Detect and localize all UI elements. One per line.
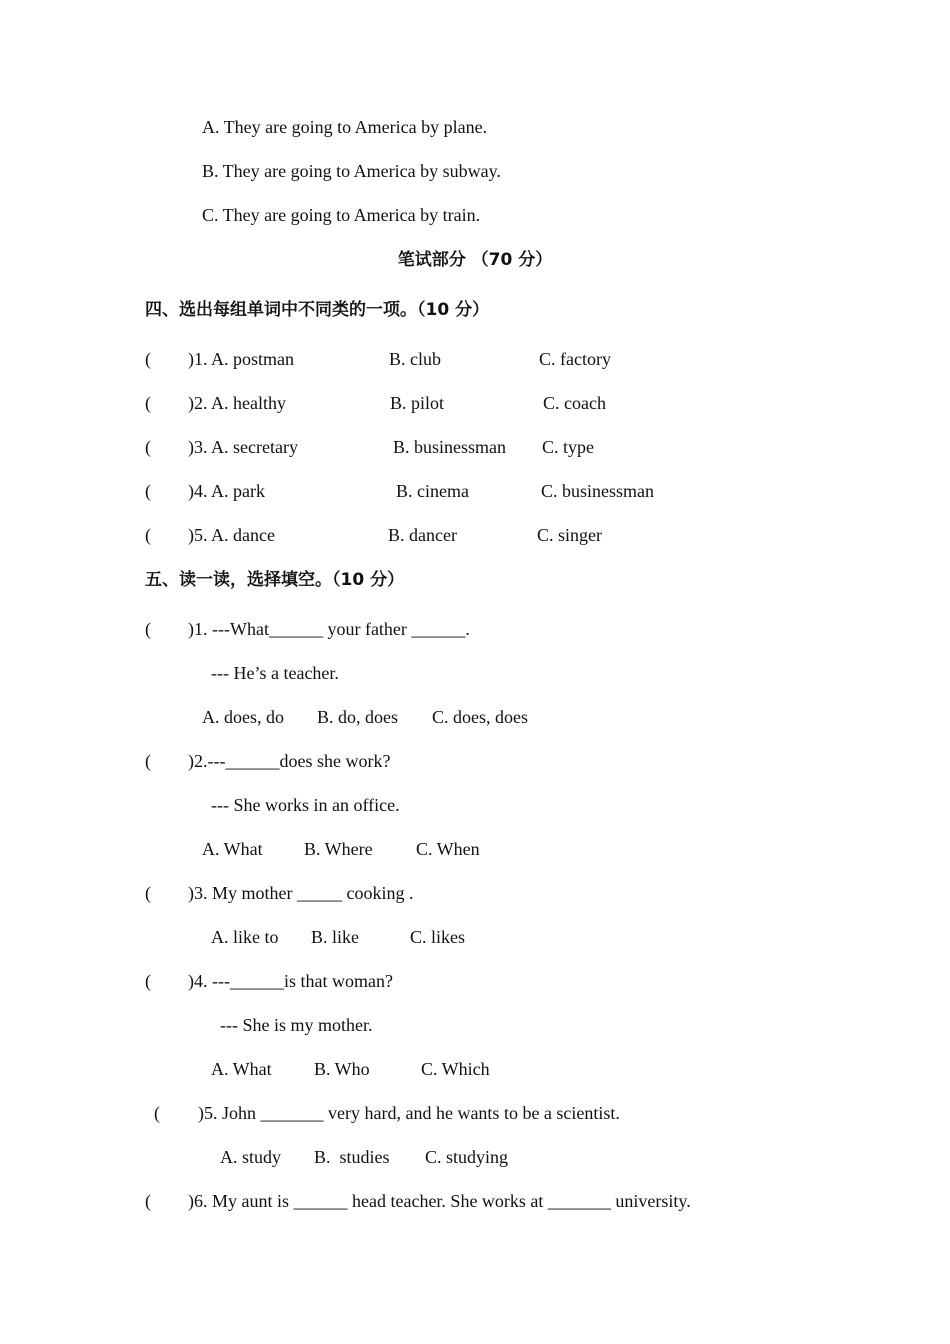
- paren: (: [145, 349, 151, 369]
- item-number: )5. A. dance: [188, 525, 275, 545]
- q4-choice-a: A. What: [211, 1059, 272, 1079]
- choice-b: B. club: [389, 349, 441, 369]
- choice-b: B. businessman: [393, 437, 507, 457]
- option-b: B. They are going to America by subway.: [202, 161, 501, 181]
- q5-stem: )5. John _______ very hard, and he wants to be a scientist.: [198, 1103, 620, 1123]
- q2-answer: --- She works in an office.: [211, 795, 400, 815]
- q3-choice-a: A. like to: [211, 927, 279, 947]
- choice-c: C. coach: [543, 393, 606, 413]
- q4-choice-c: C. Which: [421, 1059, 490, 1079]
- section4-title: 四、选出每组单词中不同类的一项。（10 分）: [145, 300, 490, 320]
- q1-stem: )1. ---What______ your father ______.: [188, 619, 470, 639]
- q1-answer: --- He’s a teacher.: [211, 663, 339, 683]
- paren: (: [145, 481, 151, 501]
- choice-c: C. type: [542, 437, 594, 457]
- choice-c: C. factory: [539, 349, 611, 369]
- paren: (: [145, 751, 151, 771]
- paren: (: [145, 525, 151, 545]
- choice-b: B. pilot: [390, 393, 445, 413]
- paren: (: [145, 437, 151, 457]
- q1-choice-b: B. do, does: [317, 707, 398, 727]
- q3-stem: )3. My mother _____ cooking .: [188, 883, 414, 903]
- q2-choice-c: C. When: [416, 839, 480, 859]
- item-number: )2. A. healthy: [188, 393, 286, 413]
- q5-choice-b: B. studies: [314, 1147, 390, 1167]
- choice-b: B. cinema: [396, 481, 469, 501]
- q5-choice-a: A. study: [220, 1147, 282, 1167]
- paren: (: [145, 393, 151, 413]
- paren: (: [145, 883, 151, 903]
- section5-title: 五、读一读，选择填空。（10 分）: [145, 570, 405, 590]
- q3-choice-c: C. likes: [410, 927, 466, 947]
- written-section-heading: 笔试部分 （70 分）: [397, 250, 553, 270]
- option-c: C. They are going to America by train.: [202, 205, 481, 225]
- q3-choice-b: B. like: [311, 927, 359, 947]
- item-number: )1. A. postman: [188, 349, 294, 369]
- q1-choice-a: A. does, do: [202, 707, 284, 727]
- q2-choice-b: B. Where: [304, 839, 373, 859]
- paren: (: [154, 1103, 160, 1123]
- q2-choice-a: A. What: [202, 839, 263, 859]
- q5-choice-c: C. studying: [425, 1147, 509, 1167]
- option-a: A. They are going to America by plane.: [202, 117, 488, 137]
- paren: (: [145, 619, 151, 639]
- q4-answer: --- She is my mother.: [220, 1015, 373, 1035]
- q6-stem: )6. My aunt is ______ head teacher. She works at _______ university.: [188, 1191, 691, 1211]
- paren: (: [145, 1191, 151, 1211]
- q1-choice-c: C. does, does: [432, 707, 528, 727]
- choice-c: C. businessman: [541, 481, 655, 501]
- q4-choice-b: B. Who: [314, 1059, 370, 1079]
- paren: (: [145, 971, 151, 991]
- choice-b: B. dancer: [388, 525, 457, 545]
- q2-stem: )2.---______does she work?: [188, 751, 391, 771]
- q4-stem: )4. ---______is that woman?: [188, 971, 393, 991]
- choice-c: C. singer: [537, 525, 602, 545]
- item-number: )4. A. park: [188, 481, 265, 501]
- item-number: )3. A. secretary: [188, 437, 298, 457]
